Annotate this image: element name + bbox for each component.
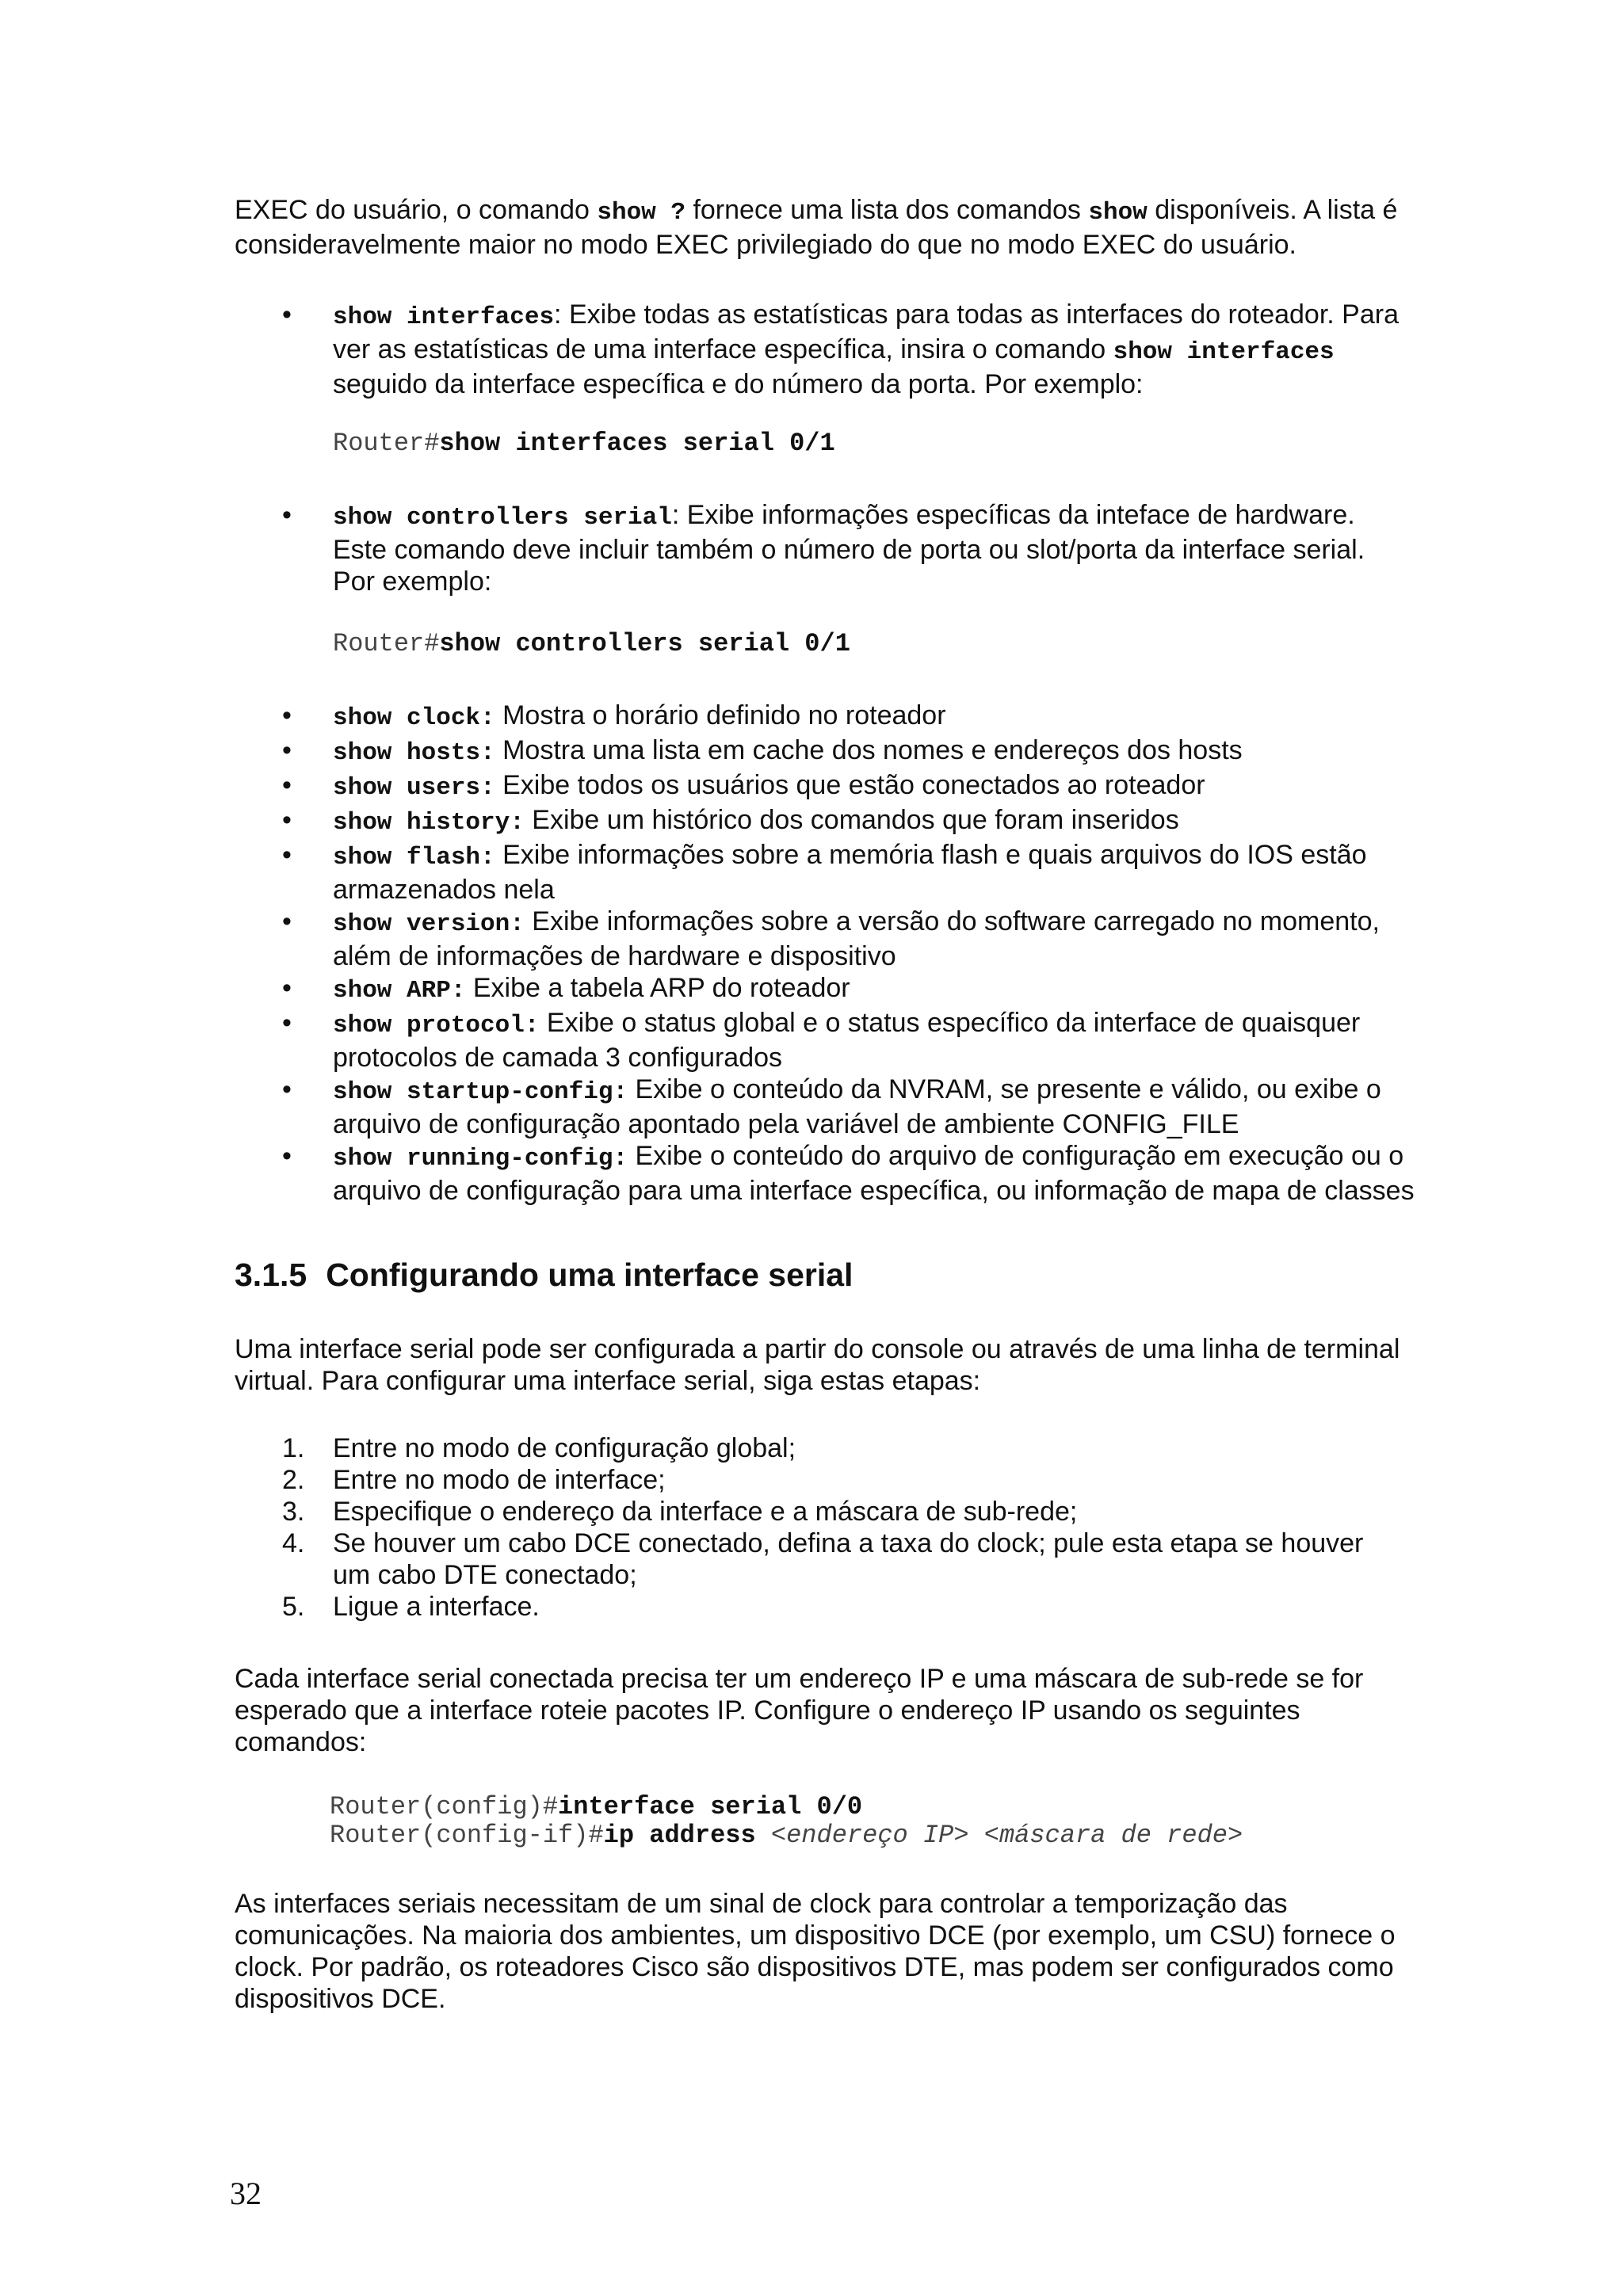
code-command: show interfaces serial 0/1 [439,429,835,458]
bullet-icon: • [282,805,292,835]
code-arguments: <endereço IP> <máscara de rede> [755,1821,1243,1850]
inline-command: show interfaces [1113,338,1335,366]
step-text: Entre no modo de interface; [333,1465,666,1495]
bullet-icon: • [282,973,292,1003]
command-description: Exibe informações sobre a versão do software carregado no momento, além de informações de hardware e dispositivo [333,906,1380,971]
list-item [235,839,1415,906]
command-name: show interfaces [333,303,555,331]
intro-command-show: show [1088,199,1148,227]
list-item [235,1527,1407,1591]
list-item [235,1140,1415,1207]
bullet-icon: • [282,700,292,730]
command-description: Exibe o conteúdo da NVRAM, se presente e válido, ou exibe o arquivo de configuração apontado pela variável de ambiente CONFIG_FILE [333,1074,1381,1139]
command-description: : Exibe todas as estatísticas para todas as interfaces do roteador. Para ver as estatísticas de uma interface específica, insira o comando [333,299,1399,364]
command-description: : Exibe informações específicas da inteface de hardware. Este comando deve incluir também o número de porta ou slot/porta da interface serial. Por exemplo: [333,500,1365,597]
intro-text-1: EXEC do usuário, o comando [235,195,598,225]
code-command: interface serial 0/0 [558,1792,863,1821]
list-item [235,700,1415,734]
bullet-icon: • [282,770,292,800]
list-item [235,1464,1407,1496]
list-item [235,769,1415,804]
command-description: Exibe o conteúdo do arquivo de configuração em execução ou o arquivo de configuração para uma interface específica, ou informação de mapa de classes [333,1141,1415,1206]
code-line-interface [330,1793,862,1825]
list-item [235,1432,1407,1464]
command-name: show users: [333,774,495,802]
step-text: Ligue a interface. [333,1592,540,1622]
bullet-icon: • [282,1008,292,1038]
command-description: Mostra uma lista em cache dos nomes e endereços dos hosts [495,735,1243,765]
bullet-icon: • [282,500,292,530]
section-number: 3.1.5 [235,1257,307,1293]
bullet-icon: • [282,299,292,330]
command-name: show ARP: [333,977,466,1005]
code-command: show controllers serial 0/1 [439,629,850,658]
steps-list [235,1432,1407,1623]
command-name: show history: [333,809,525,837]
command-name: show startup-config: [333,1078,628,1106]
command-description: Mostra o horário definido no roteador [495,700,946,730]
code-line-ip-address [330,1821,1243,1853]
bullet-icon: • [282,840,292,870]
list-item [235,1074,1415,1140]
list-item [235,804,1415,839]
bullet-icon: • [282,906,292,936]
command-description-cont: seguido da interface específica e do número da porta. Por exemplo: [333,369,1144,399]
list-item [235,906,1415,972]
command-description: Exibe a tabela ARP do roteador [465,973,850,1003]
bullet-list-interfaces [235,299,1407,400]
command-name: show clock: [333,704,495,732]
step-number: 2. [282,1465,305,1495]
code-command: ip address [603,1821,756,1850]
bullet-list-show-commands [235,700,1415,1207]
list-item [235,299,1407,400]
list-item [235,499,1407,597]
step-text: Entre no modo de configuração global; [333,1433,796,1463]
command-name: show flash: [333,844,495,871]
intro-text-2: fornece uma lista dos comandos [685,195,1089,225]
intro-command-show-help: show ? [597,199,685,227]
code-prompt: Router(config-if)# [330,1821,604,1850]
step-number: 3. [282,1497,305,1527]
bullet-list-controllers [235,499,1407,597]
step-text: Especifique o endereço da interface e a máscara de sub-rede; [333,1497,1078,1527]
step-number: 1. [282,1433,305,1463]
intro-paragraph [235,194,1407,261]
command-name: show version: [333,910,525,938]
command-description: Exibe um histórico dos comandos que foram inseridos [524,805,1179,835]
intro-text-3: disponíveis. A lista é consideravelmente maior no modo EXEC privilegiado do que no modo EXEC do usuário. [235,195,1398,260]
code-prompt: Router# [333,629,440,658]
list-item [235,1007,1415,1074]
command-description: Exibe todos os usuários que estão conectados ao roteador [495,770,1205,800]
step-number: 4. [282,1528,305,1558]
step-number: 5. [282,1592,305,1622]
code-prompt: Router# [333,429,440,458]
command-description: Exibe o status global e o status específico da interface de quaisquer protocolos de camada 3 configurados [333,1008,1361,1073]
example-code-interfaces [333,428,835,463]
list-item [235,734,1415,769]
command-description: Exibe informações sobre a memória flash e quais arquivos do IOS estão armazenados nela [333,840,1367,905]
example-code-controllers [333,628,850,663]
list-item [235,972,1415,1007]
command-name: show hosts: [333,739,495,767]
step-text: Se houver um cabo DCE conectado, defina a taxa do clock; pule esta etapa se houver um cabo DTE conectado; [333,1528,1364,1590]
list-item [235,1496,1407,1527]
bullet-icon: • [282,735,292,765]
bullet-icon: • [282,1074,292,1104]
bullet-icon: • [282,1141,292,1171]
section-intro-paragraph: Uma interface serial pode ser configurada a partir do console ou através de uma linha de terminal virtual. Para configurar uma interface serial, siga estas etapas: [235,1334,1400,1396]
ip-address-paragraph: Cada interface serial conectada precisa ter um endereço IP e uma máscara de sub-rede se for esperado que a interface roteie pacotes IP. Configure o endereço IP usando os seguintes comandos: [235,1664,1364,1757]
section-title: Configurando uma interface serial [326,1257,854,1293]
command-name: show controllers serial [333,504,672,532]
page-number: 32 [230,2176,262,2211]
command-name: show running-config: [333,1145,628,1173]
clock-paragraph: As interfaces seriais necessitam de um sinal de clock para controlar a temporização das comunicações. Na maioria dos ambientes, um dispositivo DCE (por exemplo, um CSU) fornece o clock. Por padrão, os roteadores Cisco são dispositivos DTE, mas podem ser configurados como dispositivos DCE. [235,1889,1396,2014]
section-heading [235,1256,853,1294]
command-name: show protocol: [333,1012,540,1039]
list-item [235,1591,1407,1623]
code-prompt: Router(config)# [330,1792,559,1821]
